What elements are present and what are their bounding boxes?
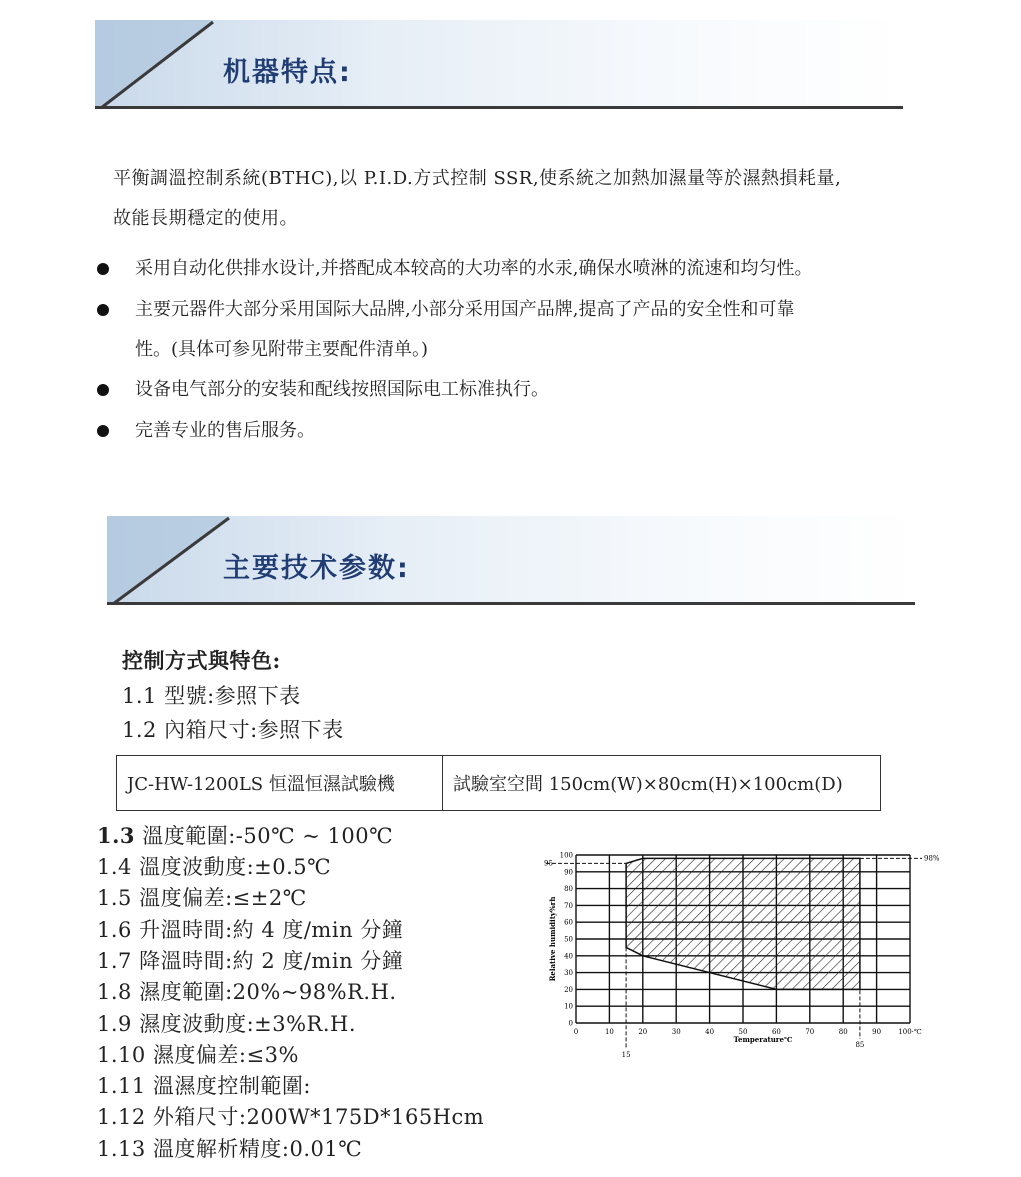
- chart-operating-region: [626, 858, 860, 989]
- bullet-dot-icon: [97, 263, 109, 275]
- chart-x-tick-label: 80: [838, 1028, 848, 1036]
- section1-title: 机器特点:: [223, 57, 352, 88]
- chart-x-tick-label: 40: [705, 1028, 715, 1036]
- chart-y-tick-label: 60: [564, 918, 573, 927]
- spec-1-1: 1.1 型號:参照下表: [122, 684, 301, 708]
- chart-ref-label: 95: [544, 859, 553, 868]
- spec-1-9: 1.9 濕度波動度:±3%R.H.: [97, 1012, 357, 1036]
- chart-y-tick-label: 90: [564, 868, 573, 877]
- chart-y-tick-label: 30: [564, 969, 573, 978]
- chart-ref-label: 15: [621, 1051, 631, 1059]
- chart-y-axis-label: Relative humidity%rh: [548, 896, 557, 982]
- spec-1-12: 1.12 外箱尺寸:200W*175D*165Hcm: [97, 1105, 485, 1129]
- spec-1-7: 1.7 降溫時間:約 2 度/min 分鐘: [97, 949, 404, 973]
- spec-1-3: 1.3 溫度範圍:-50℃ ~ 100℃: [97, 823, 394, 848]
- bullet-dot-icon: [97, 384, 109, 396]
- spec-1-2: 1.2 內箱尺寸:参照下表: [122, 718, 344, 742]
- chart-x-tick-label: 20: [638, 1028, 648, 1036]
- chart-y-tick-label: 0: [568, 1019, 573, 1028]
- chart-x-tick-label: 10: [604, 1028, 614, 1036]
- banner-slash-decoration: [95, 20, 903, 112]
- temp-humidity-chart: [540, 845, 940, 1060]
- bullet-dot-icon: [97, 425, 109, 437]
- model-table: [116, 755, 881, 811]
- spec-1-11: 1.11 溫濕度控制範圍:: [97, 1074, 312, 1098]
- bullet-dot-icon: [97, 304, 109, 316]
- chart-y-tick-label: 70: [564, 901, 573, 910]
- chart-x-tick-label: 100·℃: [898, 1028, 922, 1036]
- intro-line2: 故能長期穩定的使用。: [113, 208, 298, 229]
- chart-x-axis-label: Temperature℃: [733, 1035, 793, 1044]
- model-cell: JC-HW-1200LS 恒溫恒濕試驗機: [117, 756, 443, 811]
- chart-x-tick-label: 70: [805, 1028, 815, 1036]
- section2-title: 主要技术参数:: [223, 553, 410, 584]
- chart-x-tick-label: 90: [872, 1028, 882, 1036]
- chart-x-tick-label: 0: [573, 1028, 579, 1036]
- chart-y-tick-label: 80: [564, 885, 573, 894]
- chart-x-tick-label: 30: [671, 1028, 681, 1036]
- intro-line1: 平衡調溫控制系統(BTHC),以 P.I.D.方式控制 SSR,使系統之加熱加濕量等於濕熱損耗量,: [113, 168, 842, 189]
- spec-1-5: 1.5 溫度偏差:≤±2℃: [97, 886, 307, 910]
- spec-1-13: 1.13 溫度解析精度:0.01℃: [97, 1137, 363, 1161]
- section1-banner: [95, 20, 903, 112]
- spec-1-6: 1.6 升溫時間:約 4 度/min 分鐘: [97, 918, 404, 942]
- chart-x-tick-label: 50: [738, 1028, 748, 1036]
- chart-y-tick-label: 50: [564, 935, 573, 944]
- spec-1-4: 1.4 溫度波動度:±0.5℃: [97, 855, 332, 879]
- chart-y-tick-label: 100: [559, 851, 573, 860]
- control-subtitle: 控制方式與特色:: [122, 648, 281, 673]
- chart-y-tick-label: 20: [564, 985, 573, 994]
- space-cell: 試驗室空間 150cm(W)×80cm(H)×100cm(D): [443, 756, 881, 811]
- chart-x-tick-label: 60: [771, 1028, 781, 1036]
- chart-y-tick-label: 40: [564, 952, 573, 961]
- chart-ref-label: 85: [855, 1041, 865, 1049]
- chart-y-tick-label: 10: [564, 1002, 573, 1011]
- spec-1-8: 1.8 濕度範圍:20%~98%R.H.: [97, 980, 397, 1004]
- chart-ref-label: 98%: [924, 854, 940, 863]
- spec-1-10: 1.10 濕度偏差:≤3%: [97, 1043, 299, 1067]
- section2-banner: [107, 516, 915, 608]
